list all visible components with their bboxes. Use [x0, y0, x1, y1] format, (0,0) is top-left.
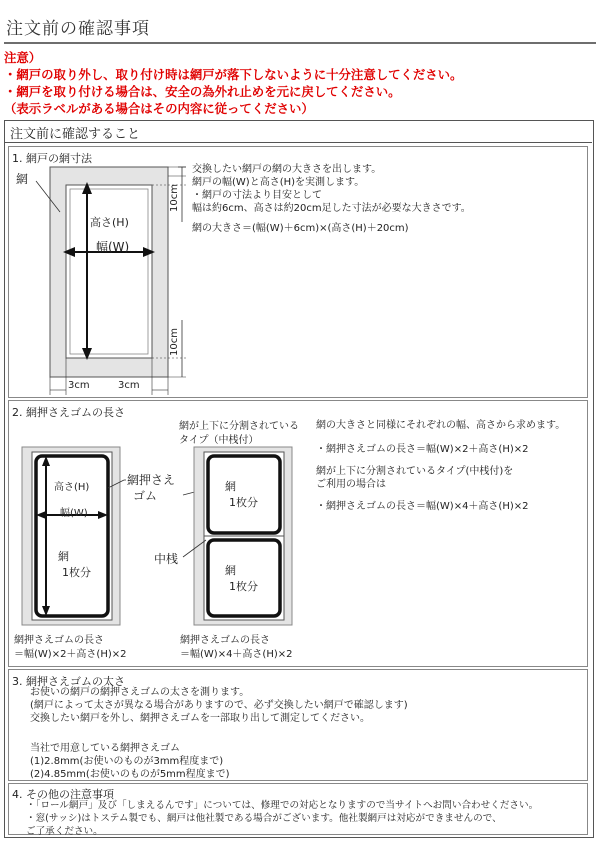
thickness-text-1: お使いの網戸の網押さえゴムの太さを測ります。 [30, 687, 250, 698]
rubber-width-label: 幅(W) [60, 508, 88, 519]
bottom-dimension-label: 10cm [169, 328, 180, 356]
right-one-bottom-label: 1枚分 [229, 580, 258, 593]
page-title: 注文前の確認事項 [6, 19, 150, 39]
left-net-label: 網 [58, 550, 69, 563]
other-note-2: ・窓(サッシ)はトステム製でも、網戸は他社製である場合がございます。他社製網戸は対応ができませんので、 [26, 813, 502, 824]
rubber-height-label: 高さ(H) [54, 482, 90, 493]
net-size-text-3: ・網戸の寸法より目安として [192, 190, 322, 201]
left-dimension-label: 3cm [68, 380, 90, 391]
rubber-desc-2: 網が上下に分割されているタイプ(中桟付)を [316, 466, 514, 477]
net-size-formula: 網の大きさ＝(幅(W)＋6cm)×(高さ(H)＋20cm) [192, 223, 409, 234]
net-size-text-4: 幅は約6cm、高さは約20cm足した寸法が必要な大きさです。 [192, 203, 471, 214]
caution-heading: 注意） [4, 50, 42, 65]
rubber-desc-3: ご利用の場合は [316, 479, 386, 490]
rubber-desc-1: 網の大きさと同様にそれぞれの幅、高さから求めます。 [316, 420, 566, 431]
caution-line-3: （表示ラベルがある場合はその内容に従ってください） [4, 101, 314, 116]
width-label: 幅(W) [96, 240, 130, 254]
split-type-caption-2: タイプ（中桟付） [179, 435, 259, 446]
rubber-desc-formula-2: ・網押さえゴムの長さ＝幅(W)×4＋高さ(H)×2 [316, 501, 529, 512]
right-dimension-label: 3cm [118, 380, 140, 391]
left-formula-caption: 網押さえゴムの長さ [14, 635, 104, 646]
net-size-text-1: 交換したい網戸の網の大きさを出します。 [192, 164, 382, 175]
right-one-top-label: 1枚分 [229, 496, 258, 509]
caution-line-2: ・網戸を取り付ける場合は、安全の為外れ止めを元に戻してください。 [4, 84, 401, 99]
right-net-top-label: 網 [225, 480, 236, 493]
right-formula: ＝幅(W)×4＋高さ(H)×2 [180, 649, 293, 660]
section-2-title: 2. 網押さえゴムの長さ [12, 406, 125, 419]
top-dimension-label: 10cm [169, 184, 180, 212]
section-3-title: 3. 網押さえゴムの太さ [12, 675, 125, 688]
split-type-caption-1: 網が上下に分割されている [179, 421, 299, 432]
supply-option-2: (2)4.85mm(お使いのものが5mm程度まで) [30, 769, 230, 780]
left-formula: ＝幅(W)×2＋高さ(H)×2 [14, 649, 127, 660]
left-one-sheet-label: 1枚分 [62, 566, 91, 579]
supply-option-1: (1)2.8mm(お使いのものが3mm程度まで) [30, 756, 224, 767]
section-1-title: 1. 網戸の網寸法 [12, 152, 92, 165]
net-size-text-2: 網戸の幅(W)と高さ(H)を実測します。 [192, 177, 365, 188]
net-label: 網 [16, 172, 29, 186]
right-net-bottom-label: 網 [225, 564, 236, 577]
other-note-3: ご了承ください。 [26, 826, 103, 837]
rubber-label-line-1: 網押さえ [127, 473, 176, 487]
caution-line-1: ・網戸の取り外し、取り付け時は網戸が落下しないように十分注意してください。 [4, 67, 463, 82]
thickness-text-2: (網戸によって太さが異なる場合がありますので、必ず交換したい網戸で確認します) [30, 700, 408, 711]
other-note-1: ・「ロール網戸」及び「しまえるんです」については、修理での対応となりますので当サイトへお問い合わせください。 [26, 800, 539, 811]
thickness-text-3: 交換したい網戸を外し、網押さえゴムを一部取り出して測定してください。 [30, 713, 370, 724]
height-label: 高さ(H) [90, 216, 129, 229]
rubber-label-line-2: ゴム [133, 489, 158, 503]
mid-bar-label: 中桟 [154, 552, 179, 566]
supply-heading: 当社で用意している網押さえゴム [30, 743, 180, 754]
rubber-desc-formula-1: ・網押さえゴムの長さ＝幅(W)×2＋高さ(H)×2 [316, 444, 529, 455]
checklist-box-title: 注文前に確認すること [10, 127, 141, 142]
right-formula-caption: 網押さえゴムの長さ [180, 635, 270, 646]
section-4-title: 4. その他の注意事項 [12, 788, 114, 801]
